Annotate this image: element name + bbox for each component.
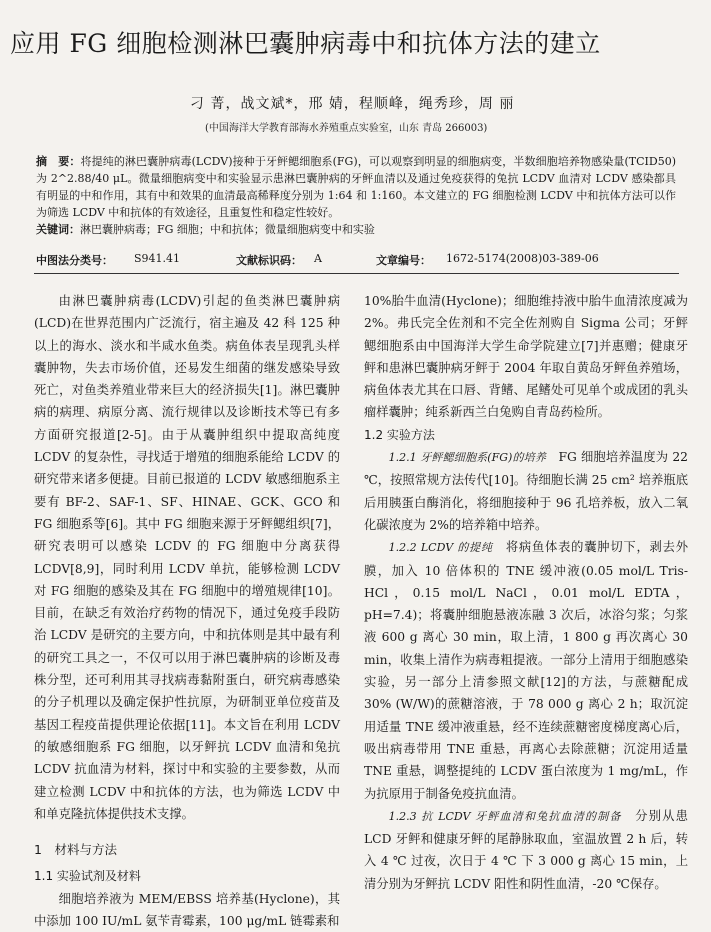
section-1-2-1-text: FG 细胞培养温度为 22 ℃，按照常规方法传代[10]。待细胞长满 25 cm² 培养瓶底后用胰蛋白酶消化，将细胞接种于 96 孔培养板，放入二氧化碳浓度为 2%的培养箱中培养。 (364, 450, 688, 532)
continued-paragraph: 10%胎牛血清(Hyclone)；细胞维持液中胎牛血清浓度减为 2%。弗氏完全佐剂和不完全佐剂购自 Sigma 公司；牙鲆鳃细胞系由中国海洋大学生命学院建立[7]并惠赠；健康牙鲆和患淋巴囊肿病牙鲆于 2004 年取自黄岛牙鲆鱼养殖场，病鱼体表尤其在口唇、背鳍、尾鳍处可见单个或成团的乳头瘤样囊肿；纯系新西兰白兔购自青岛药检所。 (364, 294, 688, 420)
abstract-text: 将提纯的淋巴囊肿病毒(LCDV)接种于牙鲆鳃细胞系(FG)，可以观察到明显的细胞病变，半数细胞培养物感染量(TCID50)为 2^2.88/40 μL。微量细胞病变中和实验显示患淋巴囊肿病的牙鲆血清以及通过免疫获得的兔抗 LCDV 血清对 LCDV 感染都具有明显的中和作用，其有中和效果的血清最高稀释度分别为 1:64 和 1:160。本文建立的 FG 细胞检测 LCDV 中和抗体方法可以作为筛选 LCDV 中和抗体的有效途径，且重复性和稳定性较好。 (36, 155, 677, 219)
section-1-2-3-heading: 1.2.3 抗 LCDV 牙鲆血清和兔抗血清的制备 (388, 809, 622, 823)
affiliation: (中国海洋大学教育部海水养殖重点实验室，山东 青岛 266003) (205, 123, 488, 134)
doc-code-label: 文献标识码： (236, 254, 302, 267)
section-1-2-2-text: 将病鱼体表的囊肿切下，剥去外膜，加入 10 倍体积的 TNE 缓冲液(0.05 mol/L Tris-HCl，0.15 mol/L NaCl，0.01 mol/L EDTA，pH=7.4)；将囊肿细胞悬液冻融 3 次后，冰浴匀浆；匀浆液 600 g 离心 30 min，取上清，1 800 g 再次离心 30 min，收集上清作为病毒粗提液。一部分上清用于细胞感染实验，另一部分上清参照文献[12]的方法，与蔗糖配成 30% (W/W)的蔗糖溶液，于 78 000 g 离心 2 h；取沉淀用适量 TNE 缓冲液重悬，经不连续蔗糖密度梯度离心后，吸出病毒带用 TNE 重悬，再离心去除蔗糖；沉淀用适量 TNE 重悬，调整提纯的 LCDV 蛋白浓度为 1 mg/mL，作为抗原用于制备免疫抗血清。 (364, 540, 688, 801)
article-number-value: 1672-5174(2008)03-389-06 (446, 252, 599, 265)
clc-value: S941.41 (134, 252, 181, 265)
divider (34, 273, 679, 274)
intro-paragraph: 由淋巴囊肿病毒(LCDV)引起的鱼类淋巴囊肿病(LCD)在世界范围内广泛流行，宿主遍及 42 科 125 种以上的海水、淡水和半咸水鱼类。病鱼体表呈现乳头样囊肿物，失去市场价值，还易发生细菌的继发感染导致死亡，对鱼类养殖业带来巨大的经济损失[1]。淋巴囊肿病的病理、病原分离、流行规律以及诊断技术等已有多方面研究报道[2-5]。由于从囊肿组织中提取高纯度 LCDV 的复杂性，寻找适于增殖的细胞系能给 LCDV 的研究带来诸多便捷。目前已报道的 LCDV 敏感细胞系主要有 BF-2、SAF-1、SF、HINAE、GCK、GCO 和 FG 细胞系等[6]。其中 FG 细胞来源于牙鲆鳃组织[7]，研究表明可以感染 LCDV 的 FG 细胞中分离获得 LCDV[8,9]，同时利用 LCDV 单抗，能够检测 LCDV 对 FG 细胞的感染及其在 FG 细胞中的增殖规律[10]。目前，在缺乏有效治疗药物的情况下，通过免疫手段防治 LCDV 是研究的主要方向，中和抗体则是其中最有利的研究工具之一，不仅可以用于淋巴囊肿病的诊断及毒株分型，还可利用其寻找病毒黏附蛋白，研究病毒感染的分子机理以及确定保护性抗原，为研制亚单位疫苗及基因工程疫苗提供理论依据[11]。本文旨在利用 LCDV 的敏感细胞系 FG 细胞，以牙鲆抗 LCDV 血清和兔抗 LCDV 抗血清为材料，探讨中和实验的主要参数，从而建立检测 LCDV 中和抗体的方法，也为筛选 LCDV 中和单克隆抗体提供技术支撑。 (34, 294, 340, 821)
abstract-label: 摘 要： (36, 155, 81, 168)
section-1-heading: 1 材料与方法 (34, 842, 117, 858)
left-column (34, 290, 340, 932)
keywords (36, 221, 676, 238)
keywords-label: 关键词： (36, 223, 80, 236)
section-1-1-paragraph: 细胞培养液为 MEM/EBSS 培养基(Hyclone)，其中添加 100 IU/mL 氨苄青霉素，100 μg/mL 链霉素和 (34, 891, 340, 929)
section-1-2-1-heading: 1.2.1 牙鲆鳃细胞系(FG)的培养 (388, 451, 547, 465)
section-1-2-3-text: 分别从患 LCD 牙鲆和健康牙鲆的尾静脉取血，室温放置 2 h 后，转入 4 ℃ 过夜，次日于 4 ℃ 下 3 000 g 离心 15 min，上清分别为牙鲆抗 LCDV 阳性和阴性血清，-20 ℃保存。 (364, 808, 688, 891)
section-1-1-heading: 1.1 实验试剂及材料 (34, 869, 141, 884)
clc-label: 中图法分类号： (36, 254, 113, 267)
paper-title: 应用 FG 细胞检测淋巴囊肿病毒中和抗体方法的建立 (10, 29, 601, 58)
section-1-2-heading: 1.2 实验方法 (364, 427, 435, 442)
abstract-block (36, 153, 676, 238)
section-1-2-1 (364, 446, 688, 536)
doc-code-value: A (314, 252, 322, 265)
section-1-2-2-heading: 1.2.2 LCDV 的提纯 (388, 541, 493, 555)
keywords-text: 淋巴囊肿病毒；FG 细胞；中和抗体；微量细胞病变中和实验 (80, 223, 375, 236)
right-column (364, 290, 688, 895)
abstract (36, 153, 676, 221)
section-1-2-3 (364, 805, 688, 895)
article-number-label: 文章编号： (376, 254, 431, 267)
section-1-2-2 (364, 536, 688, 805)
authors: 刁 菁，战文斌*，邢 婧，程顺峰，绳秀珍，周 丽 (190, 96, 515, 112)
